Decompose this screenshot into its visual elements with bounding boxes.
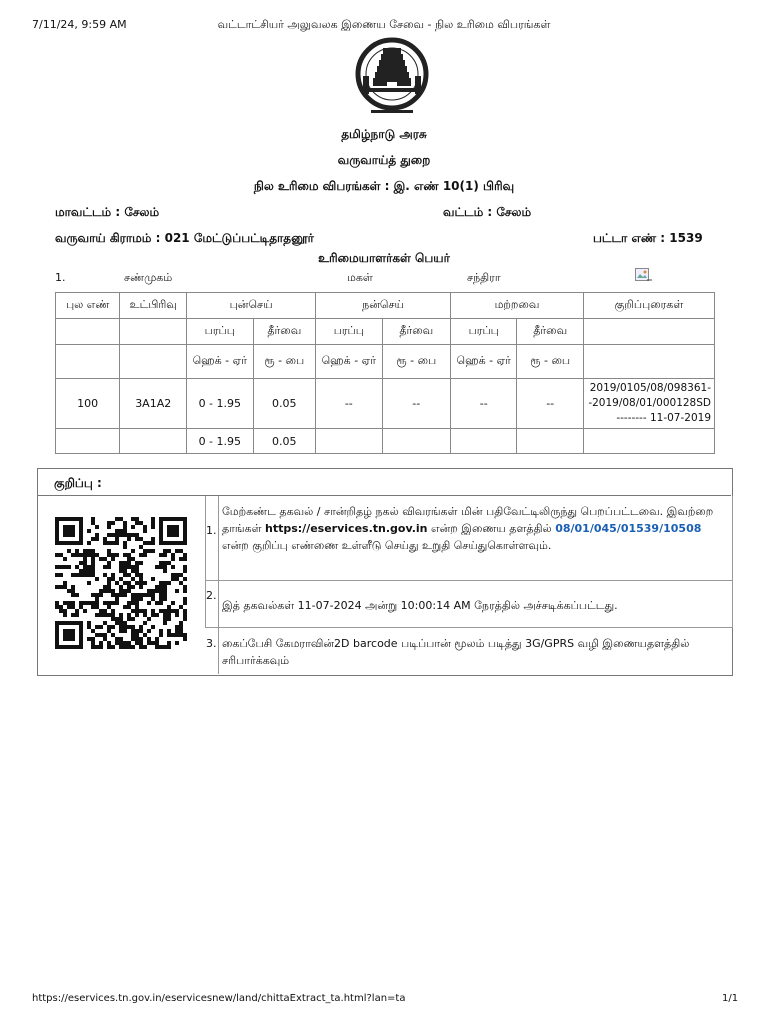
note-2-number: 2. [206, 589, 217, 602]
dry-area: 0 - 1.95 [187, 379, 253, 429]
note-1-number: 1. [206, 524, 217, 537]
sub-area: பரப்பு [187, 319, 253, 345]
note-2-text: இத் தகவல்கள் 11-07-2024 அன்று 10:00:14 AM நேரத்தில் அச்சடிக்கப்பட்டது. [222, 599, 618, 612]
note-3-number: 3. [206, 637, 217, 650]
qr-code [55, 515, 187, 651]
owner-relation: மகள் [347, 271, 373, 284]
remark-line: -2019/08/01/000128SD [588, 397, 711, 409]
taluk: வட்டம் : சேலம் [443, 205, 532, 219]
unit-area: ஹெக் - ஏர் [316, 345, 382, 379]
wet-area: -- [316, 379, 382, 429]
unit-tax: ரூ - பை [382, 345, 450, 379]
notes-heading: குறிப்பு : [38, 469, 731, 496]
total-row [56, 429, 715, 454]
reference-number: 08/01/045/01539/10508 [555, 522, 702, 535]
dept-name: வருவாய்த் துறை [337, 153, 431, 167]
dry-tax: 0.05 [253, 379, 316, 429]
total-dry-tax: 0.05 [253, 429, 316, 454]
eservices-site: https://eservices.tn.gov.in [265, 522, 428, 535]
survey-number: 100 [56, 379, 120, 429]
tamil-nadu-emblem [349, 36, 435, 118]
village: வருவாய் கிராமம் : 021 மேட்டுப்பட்டிதாதனூர் [55, 231, 314, 245]
owner-number: 1. [55, 271, 66, 284]
table-row [56, 379, 715, 429]
sub-area: பரப்பு [451, 319, 517, 345]
sub-area: பரப்பு [316, 319, 382, 345]
col-survey-number: புல எண் [56, 293, 120, 319]
remark-line: 2019/0105/08/098361- [589, 382, 711, 394]
print-page-number: 1/1 [722, 993, 739, 1004]
land-details-table [55, 292, 715, 454]
remarks [583, 379, 714, 429]
patta-number: பட்டா எண் : 1539 [593, 231, 703, 245]
col-subdivision: உட்பிரிவு [120, 293, 187, 319]
print-page-title: வட்டாட்சியர் அலுவலக இணைய சேவை - நில உரிமை விபரங்கள் [217, 18, 551, 31]
district: மாவட்டம் : சேலம் [55, 205, 160, 219]
other-tax: -- [517, 379, 584, 429]
col-remarks: குறிப்புரைகள் [583, 293, 714, 319]
col-wet-land: நன்செய் [316, 293, 451, 319]
unit-area: ஹெக் - ஏர் [451, 345, 517, 379]
gov-name: தமிழ்நாடு அரசு [341, 127, 427, 141]
subdivision: 3A1A2 [120, 379, 187, 429]
wet-tax: -- [382, 379, 450, 429]
owner-relative: சந்திரா [467, 271, 501, 284]
col-dry-land: புன்செய் [187, 293, 316, 319]
sub-tax: தீர்வை [253, 319, 316, 345]
unit-tax: ரூ - பை [253, 345, 316, 379]
col-others: மற்றவை [451, 293, 584, 319]
unit-area: ஹெக் - ஏர் [187, 345, 253, 379]
total-dry-area: 0 - 1.95 [187, 429, 253, 454]
owner-name: சண்முகம் [124, 271, 173, 284]
remark-line: -------- 11-07-2019 [616, 412, 711, 424]
other-area: -- [451, 379, 517, 429]
unit-tax: ரூ - பை [517, 345, 584, 379]
owners-heading: உரிமையாளர்கள் பெயர் [318, 251, 450, 265]
note-1-text: மேற்கண்ட தகவல் / சான்றிதழ் நகல் விவரங்கள் மின் பதிவேட்டிலிருந்து பெறப்பட்டவை. இவற்றை தாங்கள் https://eservices.tn.gov.in என்ற இணைய தளத்தில் 08/01/045/01539/10508 என்ற குறிப்பு எண்ணை உள்ளீடு செய்து உறுதி செய்துகொள்ளவும். [222, 505, 714, 552]
doc-subtitle: நில உரிமை விபரங்கள் : இ. எண் 10(1) பிரிவு [253, 179, 515, 193]
sub-tax: தீர்வை [382, 319, 450, 345]
sub-tax: தீர்வை [517, 319, 584, 345]
broken-image-icon [635, 268, 653, 282]
print-datetime: 7/11/24, 9:59 AM [32, 18, 127, 31]
print-footer-url: https://eservices.tn.gov.in/eservicesnew/land/chittaExtract_ta.html?lan=ta [32, 993, 406, 1004]
note-3-text: கைப்பேசி கேமராவின்2D barcode படிப்பான் மூலம் படித்து 3G/GPRS வழி இணையதளத்தில் சரிபார்க்கவும் [222, 637, 690, 667]
